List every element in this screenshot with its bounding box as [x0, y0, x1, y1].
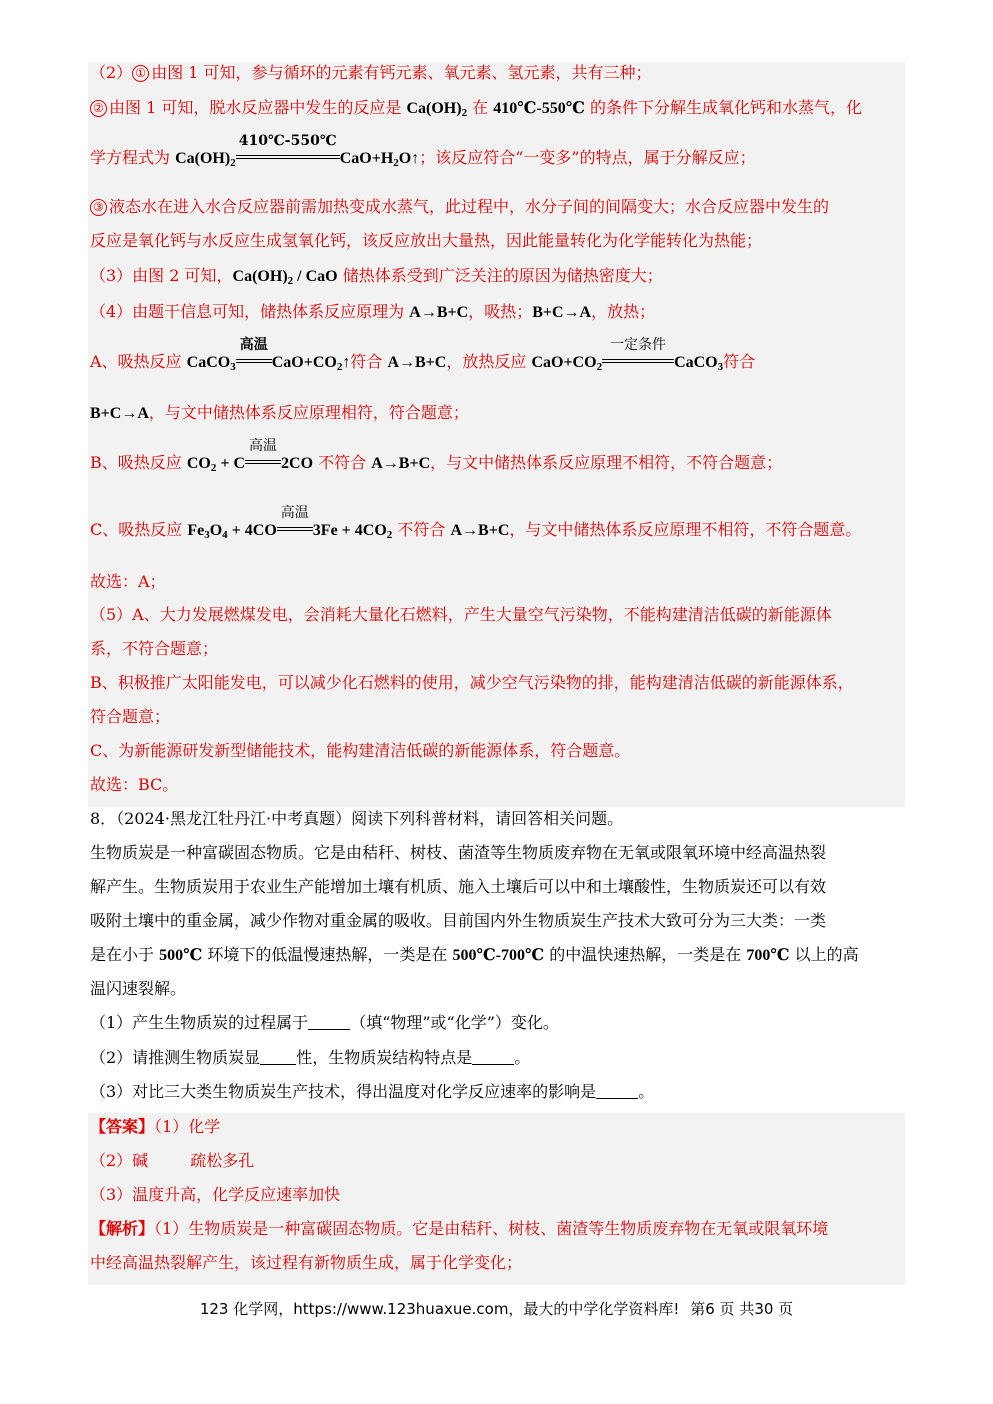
- answer-blank: [472, 1050, 514, 1065]
- formula: $CaO+CO_2$: [531, 354, 603, 373]
- answer-line: （2）碱 疏松多孔: [90, 1151, 255, 1170]
- text-line: B、积极推广太阳能发电，可以减少化石燃料的使用，减少空气污染物的排，能构建清洁低碳的新能源体系，: [90, 673, 854, 692]
- answer-tag: 【答案】: [90, 1117, 155, 1136]
- page-footer: [0, 1298, 993, 1319]
- formula: $Ca(OH)_2$ / CaO: [232, 268, 338, 287]
- text-line: （4）由题干信息可知，储热体系反应原理为 A→B+C，吸热；B+C→A，放热；: [90, 302, 656, 321]
- circled-number: ③: [90, 199, 107, 216]
- sub-question: （3）对比三大类生物质炭生产技术，得出温度对化学反应速率的影响是 。: [90, 1082, 655, 1101]
- answer-shading-top: [88, 62, 905, 807]
- text-line: 反应是氧化钙与水反应生成氢氧化钙，该反应放出大量热，因此能量转化为化学能转化为热能；: [90, 231, 763, 250]
- formula: A→B+C: [387, 354, 447, 371]
- explanation-line: 【解析】（1）生物质炭是一种富碳固态物质。它是由秸秆、树枝、菌渣等生物质废弃物在无氧或限氧环境: [90, 1219, 829, 1238]
- formula: A→B+C: [409, 304, 469, 321]
- formula: $Ca(OH)_2$: [175, 150, 236, 169]
- question-title: 8．（2024·黑龙江牡丹江·中考真题）阅读下列科普材料，请回答相关问题。: [90, 809, 624, 828]
- formula: A→B+C: [450, 522, 510, 539]
- answer-line: 【答案】（1）化学: [90, 1117, 221, 1136]
- formula: 500℃-700℃: [452, 947, 545, 964]
- text-line: 温闪速裂解。: [90, 979, 187, 998]
- text-line: C、为新能源研发新型储能技术，能构建清洁低碳的新能源体系，符合题意。: [90, 741, 631, 760]
- formula: A→B+C: [371, 455, 431, 472]
- formula: 500℃: [159, 947, 203, 964]
- reaction-condition: 一定条件: [602, 359, 674, 367]
- formula: $Ca(OH)_2$: [406, 100, 468, 119]
- answer-line: （3）温度升高，化学反应速率加快: [90, 1185, 341, 1204]
- text-line: C、吸热反应 $Fe_3O_4 + 4CO$ 高温 $3Fe + 4CO_2$ 不符合 A→B+C，与文中储热体系反应原理不相符，不符合题意。: [90, 505, 862, 541]
- text-line: ② 由图 1 可知，脱水反应器中发生的反应是 $Ca(OH)_2$ 在 410℃-550℃ 的条件下分解生成氧化钙和水蒸气，化: [90, 98, 862, 119]
- formula: 700℃: [746, 947, 790, 964]
- text-line: 吸附土壤中的重金属，减少作物对重金属的吸收。目前国内外生物质炭生产技术大致可分为三大类：一类: [90, 911, 827, 930]
- text-line: B、吸热反应 $CO_2 + C$ 高温 2CO 不符合 A→B+C，与文中储热体系反应原理不相符，不符合题意；: [90, 438, 783, 474]
- formula: $CO_2 + C$: [186, 455, 246, 474]
- explanation-tag: 【解析】: [90, 1219, 155, 1238]
- circled-number: ②: [90, 100, 107, 117]
- reaction-condition: 高温: [245, 460, 281, 468]
- text-line: 是在小于 500℃ 环境下的低温慢速热解，一类是在 500℃-700℃ 的中温快速热解，一类是在 700℃ 以上的高: [90, 945, 859, 964]
- answer-blank: [596, 1084, 638, 1099]
- text-line: 生物质炭是一种富碳固态物质。它是由秸秆、树枝、菌渣等生物质废弃物在无氧或限氧环境中经高温热裂: [90, 843, 827, 862]
- formula: CaCO$_3$: [674, 354, 724, 373]
- text-line: （2） ① 由图 1 可知，参与循环的元素有钙元素、氧元素、氢元素，共有三种；: [90, 63, 652, 82]
- text-line: 故选：A；: [90, 572, 166, 591]
- footer-site: 123 化学网，https://www.123huaxue.com，最大的中学化学资料库!: [199, 1300, 680, 1318]
- formula: CaCO$_3$: [186, 354, 236, 373]
- text-line: B+C→A，与文中储热体系反应原理相符，符合题意；: [90, 403, 469, 422]
- formula: 410℃-550℃: [493, 100, 585, 117]
- text-line: ③ 液态水在进入水合反应器前需加热变成水蒸气，此过程中，水分子间的间隔变大；水合反应器中发生的: [90, 197, 829, 217]
- formula: B+C→A: [532, 304, 592, 321]
- explanation-line: 中经高温热裂解产生，该过程有新物质生成，属于化学变化；: [90, 1253, 523, 1272]
- formula: $Fe_3O_4 + 4CO$: [187, 522, 277, 541]
- sub-question: （2）请推测生物质炭显 性，生物质炭结构特点是 。: [90, 1048, 531, 1067]
- formula: B+C→A: [90, 405, 149, 422]
- text-line: 学方程式为 $Ca(OH)_2$ 410℃-550℃ $CaO+H_2O↑$；该反应符合“一变多”的特点，属于分解反应；: [90, 133, 756, 169]
- formula: $CaO+H_2O↑$: [339, 150, 420, 169]
- formula: $3Fe + 4CO_2$: [312, 522, 393, 541]
- text-line: 符合题意；: [90, 707, 171, 726]
- text-line: A、吸热反应 CaCO$_3$ 高温 $CaO+CO_2↑$符合 A→B+C，放热反应 $CaO+CO_2$ 一定条件 CaCO$_3$符合: [90, 337, 756, 373]
- formula: 2CO: [281, 455, 314, 472]
- text-line: 解产生。生物质炭用于农业生产能增加土壤有机质、施入土壤后可以中和土壤酸性，生物质炭还可以有效: [90, 877, 827, 896]
- text-line: 故选：BC。: [90, 775, 179, 794]
- sub-question: （1）产生生物质炭的过程属于 （填“物理”或“化学”）变化。: [90, 1013, 559, 1032]
- text-line: 系，不符合题意；: [90, 639, 219, 658]
- footer-page-number: 第6 页 共30 页: [690, 1300, 794, 1318]
- reaction-condition: 高温: [236, 359, 272, 367]
- answer-blank: [308, 1015, 350, 1030]
- text-line: （5）A、大力发展燃煤发电，会消耗大量化石燃料，产生大量空气污染物，不能构建清洁低碳的新能源体: [90, 605, 832, 624]
- text-line: （3）由图 2 可知，$Ca(OH)_2$ / CaO 储热体系受到广泛关注的原因为储热密度大；: [90, 266, 663, 287]
- circled-number: ①: [132, 65, 149, 82]
- reaction-condition: 高温: [277, 527, 313, 535]
- formula: $CaO+CO_2↑$: [271, 354, 351, 373]
- reaction-condition: 410℃-550℃: [236, 155, 340, 163]
- answer-blank: [260, 1050, 296, 1065]
